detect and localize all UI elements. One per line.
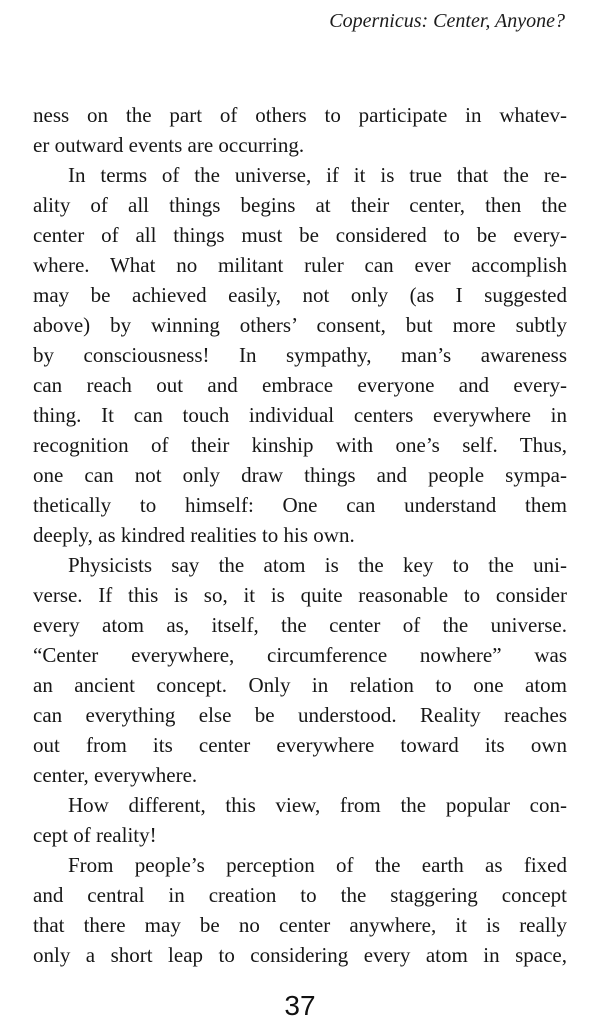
text-line: and central in creation to the staggering concept	[33, 883, 567, 907]
text-line: by consciousness! In sympathy, man’s awareness	[33, 343, 567, 367]
text-line: may be achieved easily, not only (as I suggested	[33, 283, 567, 307]
text-line: can everything else be understood. Reality reaches	[33, 703, 567, 727]
text-line: only a short leap to considering every atom in space,	[33, 943, 567, 967]
text-line: verse. If this is so, it is quite reasonable to consider	[33, 583, 567, 607]
paragraph	[33, 160, 567, 550]
text-line: every atom as, itself, the center of the universe.	[33, 613, 567, 637]
text-line: center of all things must be considered to be every-	[33, 223, 567, 247]
text-line: where. What no militant ruler can ever accomplish	[33, 253, 567, 277]
text-line: that there may be no center anywhere, it is really	[33, 913, 567, 937]
running-header: Copernicus: Center, Anyone?	[329, 10, 565, 32]
page-body	[33, 100, 567, 970]
text-line: How different, this view, from the popular con-	[68, 793, 567, 817]
text-line: out from its center everywhere toward its own	[33, 733, 567, 757]
text-line: ness on the part of others to participate in whatev-	[33, 103, 567, 127]
paragraph	[33, 100, 567, 160]
paragraph	[33, 790, 567, 850]
text-line: an ancient concept. Only in relation to one atom	[33, 673, 567, 697]
text-line: can reach out and embrace everyone and every-	[33, 373, 567, 397]
text-line: thing. It can touch individual centers everywhere in	[33, 403, 567, 427]
text-line: one can not only draw things and people sympa-	[33, 463, 567, 487]
text-line: “Center everywhere, circumference nowhere” was	[33, 643, 567, 667]
text-line: cept of reality!	[33, 823, 157, 847]
page-number: 37	[284, 990, 316, 1021]
text-line: thetically to himself: One can understand them	[33, 493, 567, 517]
paragraph	[33, 850, 567, 970]
text-line: In terms of the universe, if it is true that the re-	[68, 163, 567, 187]
text-line: above) by winning others’ consent, but more subtly	[33, 313, 567, 337]
text-line: Physicists say the atom is the key to the uni-	[68, 553, 567, 577]
text-line: recognition of their kinship with one’s self. Thus,	[33, 433, 567, 457]
paragraph	[33, 550, 567, 790]
text-line: center, everywhere.	[33, 763, 198, 787]
text-line: From people’s perception of the earth as fixed	[68, 853, 567, 877]
text-line: er outward events are occurring.	[33, 133, 305, 157]
text-line: deeply, as kindred realities to his own.	[33, 523, 355, 547]
text-line: ality of all things begins at their center, then the	[33, 193, 567, 217]
